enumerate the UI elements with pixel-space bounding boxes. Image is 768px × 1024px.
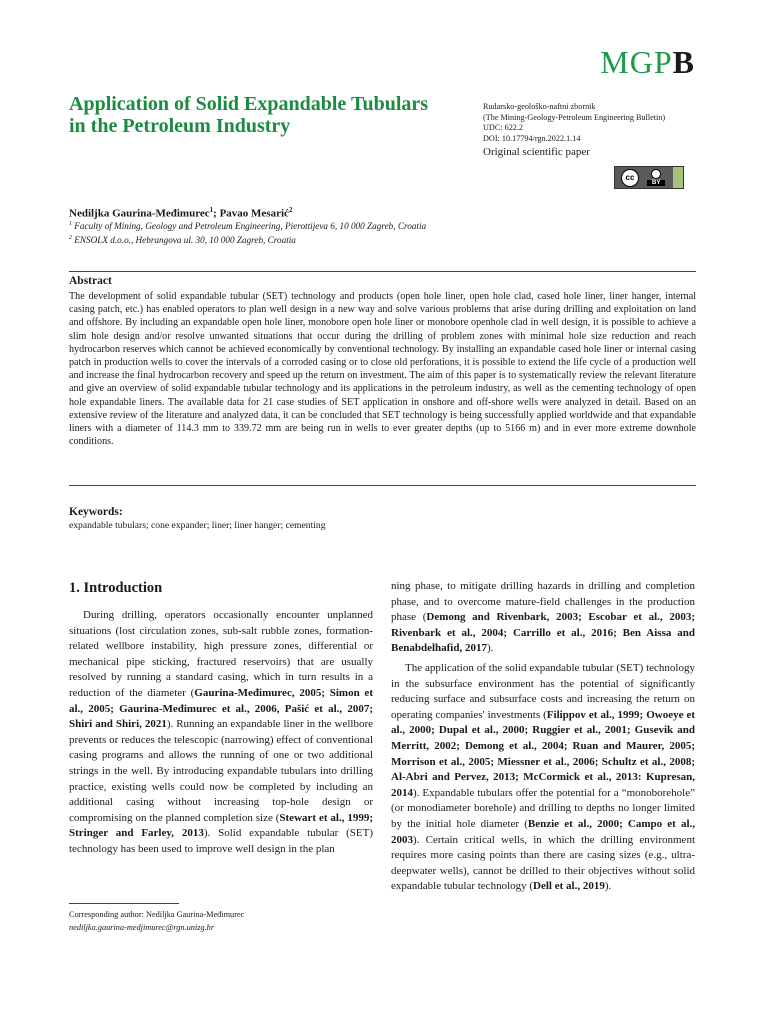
affiliation-mark: 2 xyxy=(69,235,72,241)
intro-paragraph xyxy=(391,661,695,895)
citation-refs[interactable]: Demong and Rivenbark, 2003; Escobar et al., 2003; Rivenbark et al., 2004; Carrillo et al., 2016; Ben Aissa and Benabdelhafid, 2017 xyxy=(391,611,695,655)
intro-paragraph xyxy=(69,608,373,858)
paper-type: Original scientific paper xyxy=(483,146,590,158)
affiliation-text: Faculty of Mining, Geology and Petroleum Engineering, Pierottijeva 6, 10 000 Zagreb, Croatia xyxy=(74,221,427,232)
person-icon xyxy=(651,169,661,179)
left-column xyxy=(69,579,373,862)
abstract-top-divider xyxy=(69,271,696,272)
author-affil-mark: 2 xyxy=(288,206,293,214)
citation-refs[interactable]: Stewart et al., 1999; Stringer and Farley, 2013 xyxy=(69,811,373,840)
keywords-text: expandable tubulars; cone expander; liner; liner hanger; cementing xyxy=(69,520,326,531)
license-label: BY xyxy=(647,180,665,186)
body-text: ning phase, to mitigate drilling hazards in drilling and completion phase, and to overcome mature-field challenges in the production phase ( xyxy=(391,580,695,624)
body-text: ). Expandable tubulars offer the potential for a “monoborehole” (or monodiameter borehole) and drilling to depths no longer limited by the initial hole diameter ( xyxy=(391,786,695,830)
journal-logo-green: MGP xyxy=(600,44,673,80)
keywords-heading: Keywords: xyxy=(69,506,123,518)
author-name: Nediljka Gaurina-Međimurec xyxy=(69,207,210,220)
license-band xyxy=(673,167,683,188)
author-email-link[interactable]: nediljka.gaurina-medjimurec@rgn.unizg.hr xyxy=(69,923,215,932)
citation-refs[interactable]: Filippov et al., 1999; Owoeye et al., 2000; Dupal et al., 2000; Ruggier et al., 2001; Gusevik and Merritt, 2002; Demong et al., 2004; Ruan and Maurer, 2005; Morrison et al., 2005; Miessner et al., 2006; Schultz et al., 2008; Al-Abri and Pervez, 2013; McCormick et al., 2013: Kupresan, 2014 xyxy=(391,708,696,799)
right-column xyxy=(391,579,695,899)
author-separator: ; xyxy=(213,207,220,220)
body-text: ). Solid expandable tubular (SET) technology has been used to improve well design in the plan xyxy=(69,827,373,855)
journal-meta xyxy=(483,102,723,144)
citation-refs[interactable]: Dell et al., 2019 xyxy=(533,880,605,893)
abstract-text: The development of solid expandable tubular (SET) technology and products (open hole liner, open hole clad, cased hole liner, liner hanger, internal casing patch, etc.) has enabled operators to plan well design in a new way and solve various problems that arise during drilling and exploitation on land and offshore. By including an expandable open hole liner, monobore open hole liner or monobore openhole clad in well design, it is possible to achieve a slim hole design and/or resolve unwanted situations that occur during the drilling of problem zones with minimal hole size reduction and reach hydrocarbon reserves which cannot be achieved economically by conventional technology. By installing an expandable cased hole liner or internal casing patch in production wells to cover the intervals of a corroded casing or to close old perforations, it is possible to extend the life cycle of a production well and increase the final hydrocarbon recovery and speed up the return on investment. The aim of this paper is to systematically review the relevant literature and give an overview of solid expandable tubular technology and its applications in the petroleum industry, as well as the cementing technology of open hole expandable liners. The available data for 21 case studies of SET application in onshore and off-shore wells were analyzed in detail. Based on an extensive review of the literature and analyzed data, it can be concluded that SET technology is being successfully applied worldwide and that expandable liners with a diameter of 114.3 mm to 339.72 mm are being run in wells to ever greater depths (up to 5166 m) and in ever more extreme downhole conditions. xyxy=(69,291,696,448)
affiliation xyxy=(69,221,426,231)
journal-subtitle: (The Mining-Geology-Petroleum Engineering Bulletin) xyxy=(483,112,666,122)
citation-refs[interactable]: Gaurina-Međimurec, 2005; Simon et al., 2005; Gaurina-Međimurec et al., 2006, Pašić et al., 2007; Shiri and Shiri, 2021 xyxy=(69,686,373,731)
cc-by-icon[interactable] xyxy=(614,166,684,189)
author-list xyxy=(69,206,292,220)
abstract-bottom-divider xyxy=(69,485,696,486)
body-text: During drilling, operators occasionally encounter unplanned situations (lost circulation zones, sub-salt rubble zones, formation-related wellbore instability, high pressure zones, differential or mechanical pipe sticking, fractured reservoirs) that are usually resolved by running a standard casing, which in turn results in a reduction of the diameter ( xyxy=(69,609,373,699)
journal-name: Rudarsko-geološko-naftni zbornik xyxy=(483,102,596,111)
footnote-divider xyxy=(69,903,179,904)
cc-logo-icon: cc xyxy=(621,169,639,187)
journal-logo-dark: B xyxy=(672,44,695,80)
corresponding-author: Corresponding author: Nediljka Gaurina-Međimurec xyxy=(69,910,245,919)
affiliation-text: ENSOLX d.o.o., Hebrangova ul. 30, 10 000 Zagreb, Croatia xyxy=(74,235,296,246)
author-name: Pavao Mesarić xyxy=(219,207,289,220)
footnote xyxy=(69,908,244,934)
affiliation xyxy=(69,235,296,245)
affiliation-mark: 1 xyxy=(69,221,72,227)
abstract-heading: Abstract xyxy=(69,275,112,287)
attribution-icon xyxy=(647,169,665,186)
body-text: ). Certain critical wells, in which the drilling environment requires more casing points than there are casing sizes (e.g., ultra-deepwater wells), cannot be drilled to their objectives without solid expandable tubular technology ( xyxy=(391,833,695,893)
citation-refs[interactable]: Benzie et al., 2000; Campo et al., 2003 xyxy=(391,817,696,846)
doi: DOI: 10.17794/rgn.2022.1.14 xyxy=(483,133,581,143)
intro-paragraph xyxy=(391,579,695,657)
body-text: The application of the solid expandable tubular (SET) technology in the subsurface environment has the potential of significantly reducing surface and subsurface costs and increasing the return on operating companies' investments ( xyxy=(391,661,695,721)
body-text: ). xyxy=(604,880,612,893)
udc: UDC: 622.2 xyxy=(483,123,524,133)
author-affil-mark: 1 xyxy=(209,206,214,214)
paper-title: Application of Solid Expandable Tubulars in the Petroleum Industry xyxy=(69,93,429,137)
body-text: ). Running an expandable liner in the wellbore prevents or reduces the telescopic (narrowing) effect of conventional casing programs and allows the running of one or two additional strings in the well. By introducing expandable tubulars into drilling practice, existing wells could now be completed by including an additional casing without increasing top-hole design or compromising on the planned completion size ( xyxy=(69,718,373,824)
journal-logo xyxy=(600,44,695,81)
section-heading-introduction: 1. Introduction xyxy=(69,580,163,596)
body-text: ). xyxy=(486,642,494,655)
